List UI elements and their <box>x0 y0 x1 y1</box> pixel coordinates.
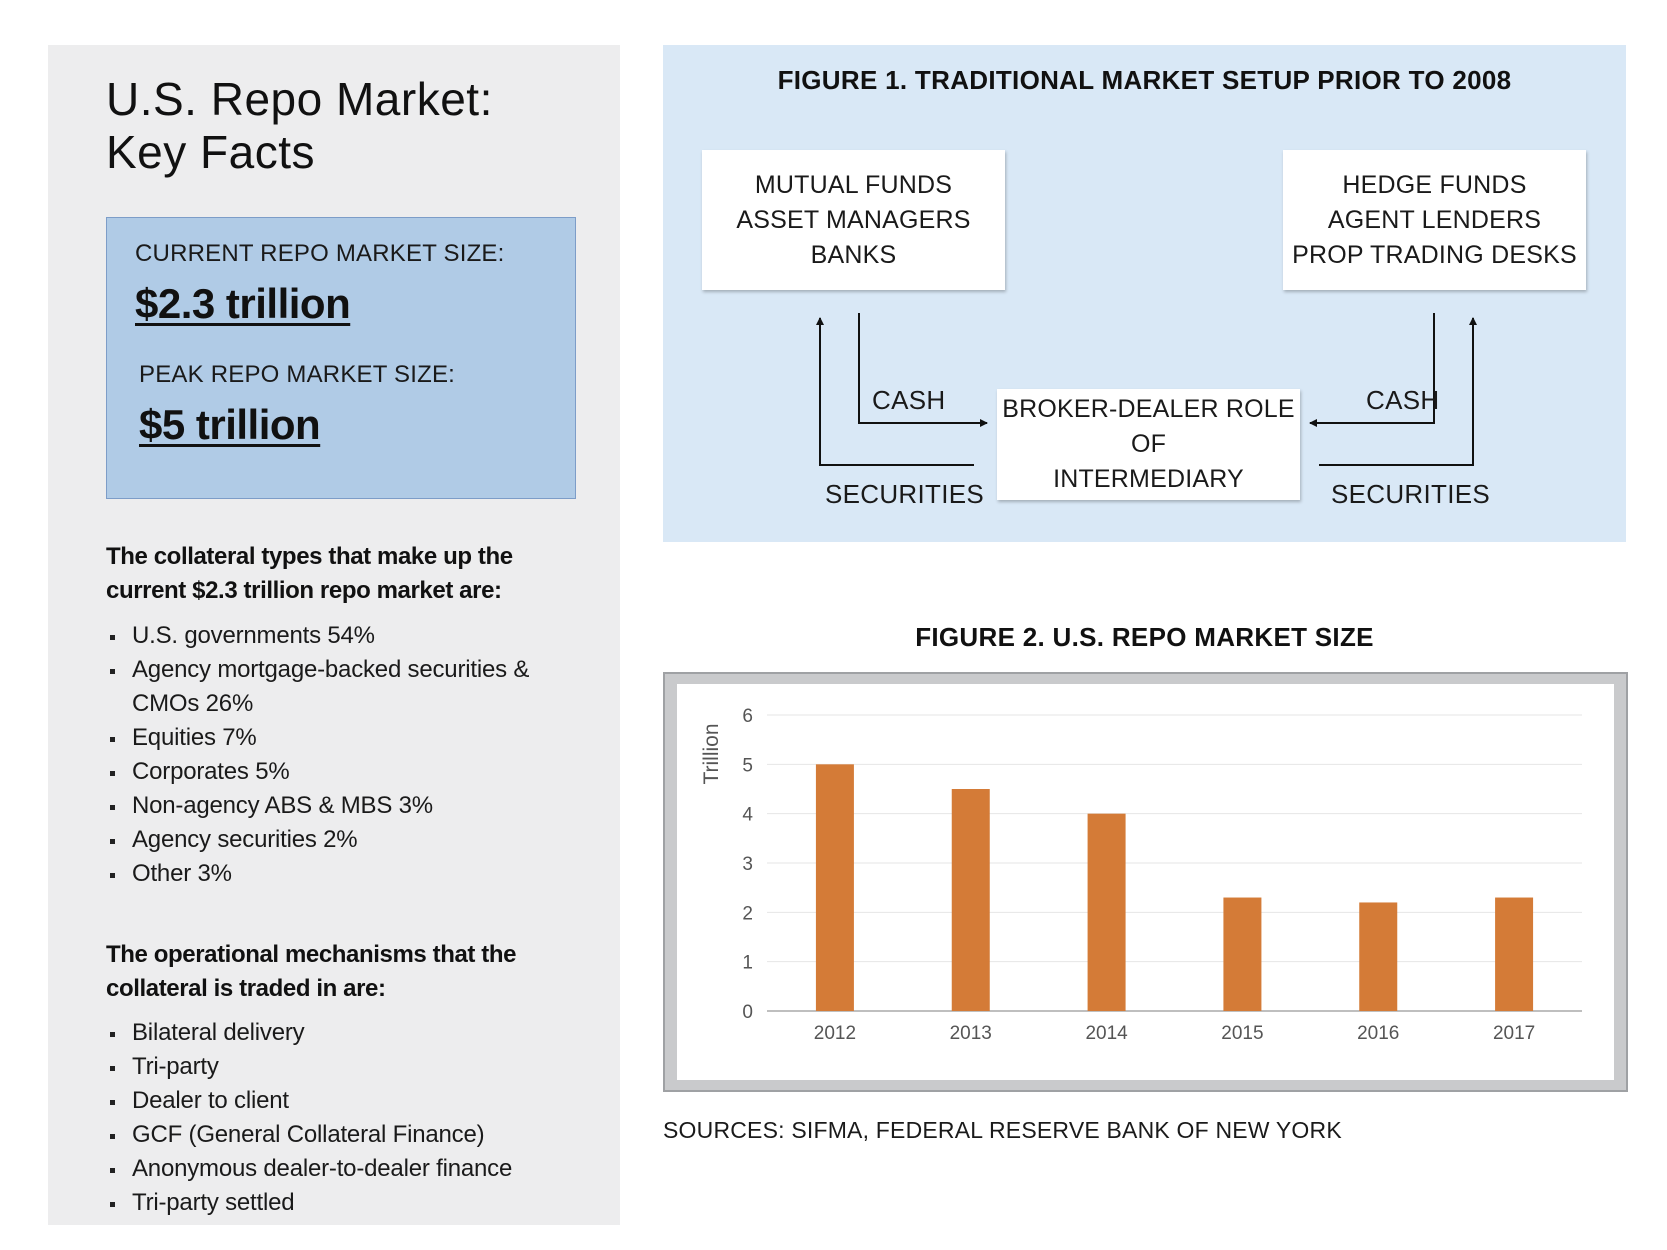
y-tick-label: 5 <box>742 755 753 777</box>
mechanism-item: Tri-party <box>106 1050 586 1084</box>
collateral-item: Agency mortgage-backed securities & CMOs 26% <box>106 653 586 721</box>
left-cash-label: CASH <box>872 385 946 415</box>
peak-size-label: PEAK REPO MARKET SIZE: <box>139 361 456 388</box>
figure2-title: FIGURE 2. U.S. REPO MARKET SIZE <box>915 622 1374 652</box>
bar <box>952 789 990 1011</box>
y-tick-label: 6 <box>742 706 753 727</box>
x-tick-label: 2013 <box>949 1023 992 1044</box>
mechanism-item: GCF (General Collateral Finance) <box>106 1118 586 1152</box>
left-box-line-2: ASSET MANAGERS <box>736 205 971 234</box>
center-box-line-2: INTERMEDIARY <box>1053 465 1244 493</box>
figure1-title: FIGURE 1. TRADITIONAL MARKET SETUP PRIOR TO 2008 <box>777 65 1512 95</box>
figure1-diagram <box>663 45 1626 542</box>
right-box-line-2: AGENT LENDERS <box>1327 205 1542 234</box>
y-tick-label: 2 <box>742 903 753 925</box>
mechanism-item: Anonymous dealer-to-dealer finance <box>106 1152 586 1186</box>
mechanisms-list <box>106 1016 586 1220</box>
flow-arrows <box>663 45 1626 542</box>
y-tick-label: 3 <box>742 854 753 875</box>
bar <box>816 764 854 1011</box>
y-tick-label: 4 <box>742 804 753 826</box>
bar <box>1359 902 1397 1011</box>
key-facts-panel <box>48 45 620 1225</box>
page-title <box>106 73 493 179</box>
bar <box>1495 898 1533 1011</box>
current-size-value: $2.3 trillion <box>135 280 351 327</box>
bar-chart <box>677 684 1614 1080</box>
collateral-list <box>106 619 586 891</box>
chart-frame <box>663 672 1628 1092</box>
left-securities-label: SECURITIES <box>825 479 985 509</box>
left-box-line-3: BANKS <box>810 240 897 269</box>
collateral-item: Agency securities 2% <box>106 823 586 857</box>
right-securities-label: SECURITIES <box>1331 479 1491 509</box>
collateral-item: Non-agency ABS & MBS 3% <box>106 789 586 823</box>
x-tick-label: 2012 <box>813 1023 857 1044</box>
collateral-item: U.S. governments 54% <box>106 619 586 653</box>
y-axis-label: Trillion <box>700 723 723 785</box>
bar <box>1088 814 1126 1011</box>
collateral-item: Equities 7% <box>106 721 586 755</box>
mechanism-item: Tri-party settled <box>106 1186 586 1220</box>
center-box-line-1: BROKER-DEALER ROLE OF <box>1002 395 1295 458</box>
chart-plot-area <box>677 684 1614 1080</box>
market-size-box <box>106 217 576 499</box>
x-tick-label: 2017 <box>1492 1023 1536 1044</box>
y-tick-label: 1 <box>742 952 753 974</box>
x-tick-label: 2014 <box>1085 1023 1128 1044</box>
current-size-label: CURRENT REPO MARKET SIZE: <box>135 240 505 267</box>
title-line-2: Key Facts <box>106 126 316 178</box>
sources-note: SOURCES: SIFMA, FEDERAL RESERVE BANK OF NEW YORK <box>663 1117 1342 1143</box>
mechanism-item: Dealer to client <box>106 1084 586 1118</box>
left-box-line-1: MUTUAL FUNDS <box>754 170 953 199</box>
collateral-item: Corporates 5% <box>106 755 586 789</box>
right-box-line-3: PROP TRADING DESKS <box>1292 240 1577 269</box>
mechanisms-heading: The operational mechanisms that the collateral is traded in are: <box>106 941 517 1002</box>
collateral-heading: The collateral types that make up the current $2.3 trillion repo market are: <box>106 543 513 604</box>
bar <box>1223 898 1261 1011</box>
mechanism-item: Bilateral delivery <box>106 1016 586 1050</box>
x-tick-label: 2016 <box>1357 1023 1400 1044</box>
right-cash-label: CASH <box>1366 385 1440 415</box>
collateral-item: Other 3% <box>106 857 586 891</box>
right-box-line-1: HEDGE FUNDS <box>1342 170 1527 199</box>
x-tick-label: 2015 <box>1221 1023 1264 1044</box>
peak-size-value: $5 trillion <box>139 401 321 448</box>
y-tick-label: 0 <box>742 1002 753 1023</box>
title-line-1: U.S. Repo Market: <box>106 73 493 125</box>
